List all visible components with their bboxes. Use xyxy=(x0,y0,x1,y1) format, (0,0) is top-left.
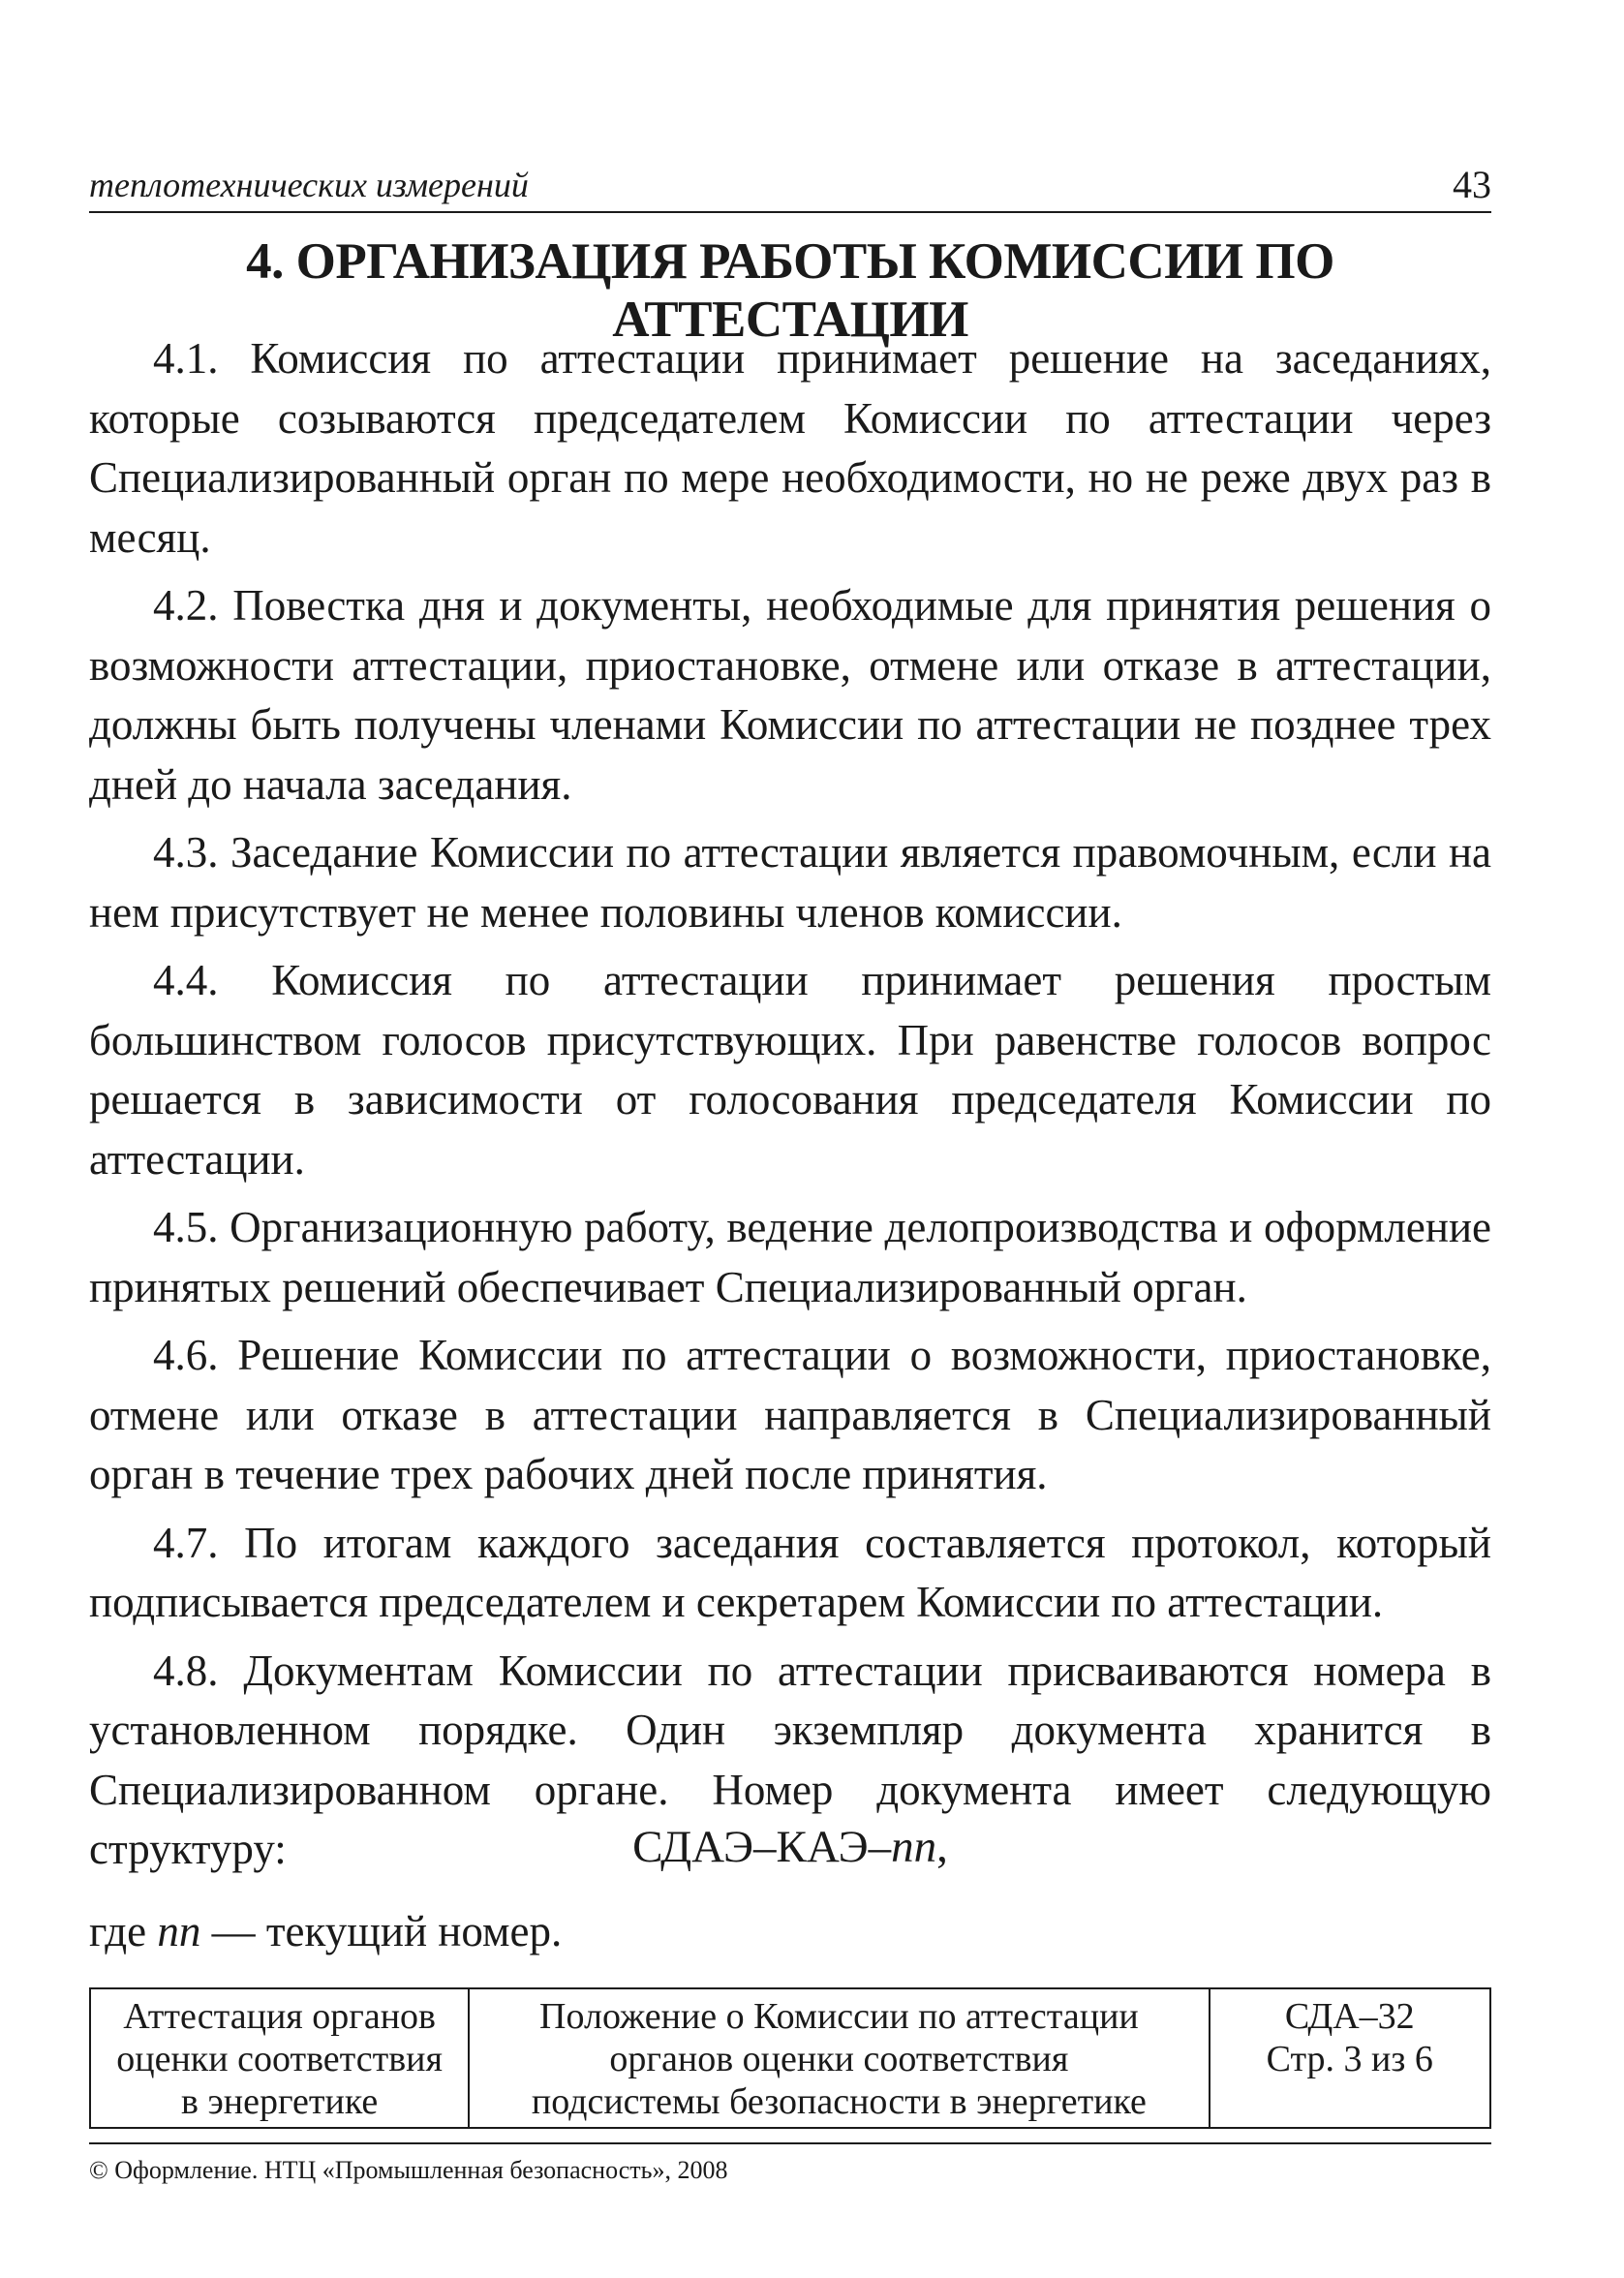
where-prefix: где xyxy=(89,1907,158,1955)
running-head xyxy=(89,155,1491,213)
paragraph-4-2: 4.2. Повестка дня и документы, необходимые для принятия решения о возможности аттестации, приостановке, отмене или отказе в аттестации, должны быть получены членами Комиссии по аттестации не позднее трех дней до начала заседания. xyxy=(89,581,1491,809)
paragraph-4-5: 4.5. Организационную работу, ведение делопроизводства и оформление принятых решений обеспечивает Специализированный орган. xyxy=(89,1203,1491,1311)
footer-cell-document-code xyxy=(1210,1988,1490,2128)
body-text xyxy=(89,329,1491,1889)
running-head-section: теплотехнических измерений xyxy=(89,166,529,204)
paragraph-4-1: 4.1. Комиссия по аттестации принимает решение на заседаниях, которые созываются председателем Комиссии по аттестации через Специализированный орган по мере необходимости, но не реже двух раз в месяц. xyxy=(89,334,1491,562)
paragraph-4-7: 4.7. По итогам каждого заседания составляется протокол, который подписывается председателем и секретарем Комиссии по аттестации. xyxy=(89,1518,1491,1626)
where-suffix: — текущий номер. xyxy=(200,1907,563,1955)
formula-variable: nn xyxy=(891,1822,937,1872)
paragraph-4-8: 4.8. Документам Комиссии по аттестации присваиваются номера в установленном порядке. Один экземпляр документа хранится в Специализированном органе. Номер документа имеет следующую структуру: xyxy=(89,1646,1491,1873)
chapter-title: 4. ОРГАНИЗАЦИЯ РАБОТЫ КОМИССИИ ПО АТТЕСТАЦИИ xyxy=(246,233,1334,348)
page-number: 43 xyxy=(1453,163,1491,206)
footer-cell-line: в энергетике xyxy=(181,2081,379,2122)
paragraph-4-6: 4.6. Решение Комиссии по аттестации о возможности, приостановке, отмене или отказе в аттестации направляется в Специализированный орган в течение трех рабочих дней после принятия. xyxy=(89,1331,1491,1498)
document-footer-table xyxy=(89,1987,1491,2129)
footer-cell-line: подсистемы безопасности в энергетике xyxy=(531,2081,1147,2122)
document-number-formula xyxy=(89,1821,1491,1873)
footer-cell-line: Аттестация органов xyxy=(123,1996,436,2037)
footer-cell-line: СДА–32 xyxy=(1284,1996,1415,2037)
copyright-divider xyxy=(89,2142,1491,2144)
footer-cell-line: органов оценки соответствия xyxy=(609,2039,1069,2079)
footer-table-row xyxy=(90,1988,1490,2128)
footer-cell-line: оценки соответствия xyxy=(116,2039,443,2079)
where-variable: nn xyxy=(157,1907,201,1955)
paragraph-4-4: 4.4. Комиссия по аттестации принимает решения простым большинством голосов присутствующих. При равенстве голосов вопрос решается в зависимости от голосования председателя Комиссии по аттестации. xyxy=(89,956,1491,1184)
copyright-notice: © Оформление. НТЦ «Промышленная безопасность», 2008 xyxy=(89,2156,728,2184)
formula-prefix: СДАЭ–КАЭ– xyxy=(632,1822,892,1872)
footer-cell-organization xyxy=(90,1988,469,2128)
paragraph-4-3: 4.3. Заседание Комиссии по аттестации является правомочным, если на нем присутствует не менее половины членов комиссии. xyxy=(89,828,1491,937)
formula-explanation xyxy=(89,1906,1491,1956)
formula-suffix: , xyxy=(936,1822,948,1872)
footer-cell-document-title xyxy=(469,1988,1209,2128)
footer-cell-line: Положение о Комиссии по аттестации xyxy=(539,1996,1139,2037)
footer-cell-line: Стр. 3 из 6 xyxy=(1266,2039,1433,2079)
